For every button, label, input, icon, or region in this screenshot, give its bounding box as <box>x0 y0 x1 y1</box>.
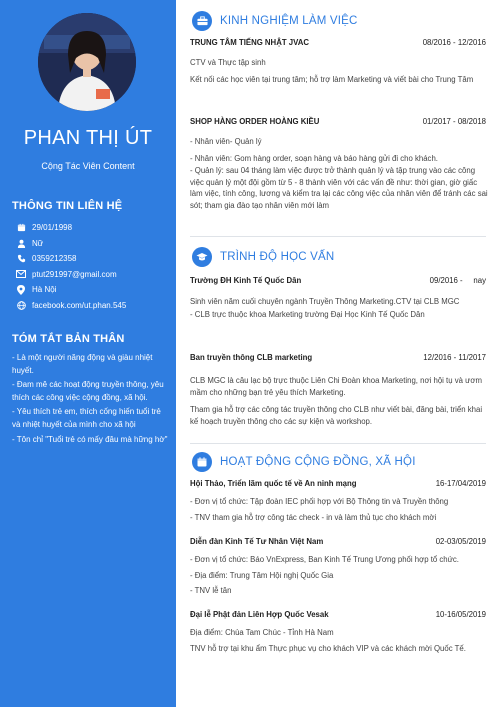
contact-facebook[interactable] <box>14 298 170 314</box>
entry-line: - CLB trực thuộc khoa Marketing trường Đại Học Kinh Tế Quốc Dân <box>190 309 425 319</box>
section-divider <box>190 443 486 444</box>
entry-org: Ban truyền thông CLB marketing <box>190 353 313 362</box>
contact-birthdate <box>14 220 170 236</box>
entry-line: Kết nối các học viên tại trung tâm; hỗ trợ làm Marketing và viết bài cho Trung Tâm <box>190 74 474 84</box>
avatar <box>38 13 136 111</box>
entry-date: 08/2016 - 12/2016 <box>422 38 486 47</box>
phone-icon <box>14 254 28 263</box>
entry-date: 09/2016 - nay <box>429 276 486 285</box>
community-title: HOẠT ĐỘNG CỘNG ĐỒNG, XÃ HỘI <box>220 456 416 468</box>
entry-line: - TNV lễ tân <box>190 586 232 596</box>
contact-text: ptut291997@gmail.com <box>32 269 117 279</box>
education-title: TRÌNH ĐỘ HỌC VẤN <box>220 251 335 263</box>
entry-line: CLB MGC là câu lạc bộ trực thuộc Liên Chi Đoàn khoa Marketing, nơi hội tụ và ươm mầm cho những bạn trẻ yêu thích Marketing. <box>190 376 482 397</box>
globe-icon <box>14 301 28 310</box>
experience-entry-body <box>190 57 488 85</box>
summary-line: - Đam mê các hoạt động truyền thông, yêu thích các công việc cộng đồng, xã hội. <box>12 380 164 402</box>
contact-list <box>14 220 170 313</box>
calendar-icon <box>14 223 28 232</box>
contact-text: 29/01/1998 <box>32 223 73 233</box>
sidebar <box>0 0 176 707</box>
entry-org: Đại lễ Phật đản Liên Hợp Quốc Vesak <box>190 610 329 619</box>
experience-entry-head <box>190 117 486 126</box>
entry-date: 01/2017 - 08/2018 <box>422 117 486 126</box>
contact-text: 0359212358 <box>32 254 77 264</box>
entry-line: Địa điểm: Chùa Tam Chúc - Tỉnh Hà Nam <box>190 628 334 637</box>
main-content <box>176 0 500 707</box>
education-entry-head <box>190 276 486 285</box>
entry-line: CTV và Thực tập sinh <box>190 58 266 67</box>
section-divider <box>190 236 486 237</box>
profile-role: Cộng Tác Viên Content <box>41 161 135 171</box>
experience-entry-body <box>190 136 488 212</box>
contact-text: Nữ <box>32 238 44 248</box>
community-header <box>192 452 416 472</box>
community-entry-body <box>190 554 488 597</box>
entry-line: Tham gia hỗ trợ các công tác truyền thông cho CLB như viết bài, đăng bài, triển khai kế hoạch truyền thông cho các sự kiện và workshop. <box>190 405 483 426</box>
entry-date: 16-17/04/2019 <box>435 479 486 488</box>
summary-line: - Tôn chỉ "Tuổi trẻ có mấy đâu mà hững hờ" <box>12 434 168 444</box>
summary-title: TÓM TẮT BẢN THÂN <box>12 333 125 345</box>
entry-date: 12/2016 - 11/2017 <box>423 353 486 362</box>
contact-gender <box>14 236 170 252</box>
contact-email[interactable] <box>14 267 170 283</box>
entry-date: 10-16/05/2019 <box>435 610 486 619</box>
summary-line: - Là một người năng động và giàu nhiệt huyết. <box>12 353 153 375</box>
summary-line: - Yêu thích trẻ em, thích cống hiến tuổi trẻ và nhiệt huyết của mình cho xã hội <box>12 407 161 429</box>
community-entry-body <box>190 627 488 654</box>
entry-line: TNV hỗ trợ tại khu ẩm Thực phục vụ cho khách VIP và các khách mời Quốc Tế. <box>190 643 466 653</box>
summary-text <box>12 352 168 448</box>
entry-org: SHOP HÀNG ORDER HOÀNG KIỀU <box>190 117 320 126</box>
entry-line: - Quản lý: sau 04 tháng làm việc được trở thành quản lý và tập trung vào các công việc quản lý một đội gồm từ 5 - 8 thành viên với các vấn đề như: thời gian, giờ giấc làm việc, tính công, lương và kiểm tra lại các công việc của nhân viên để tránh các sai sót; tham gia đào tạo nhân viên mới làm <box>190 166 488 210</box>
education-entry-body <box>190 296 488 320</box>
experience-title: KINH NGHIỆM LÀM VIỆC <box>220 15 358 27</box>
contact-title: THÔNG TIN LIÊN HỆ <box>12 200 123 212</box>
experience-header <box>192 11 358 31</box>
experience-entry-head <box>190 38 486 47</box>
contact-phone[interactable] <box>14 251 170 267</box>
entry-line: - Đơn vị tổ chức: Tập đoàn IEC phối hợp với Bộ Thông tin và Truyền thông <box>190 497 449 506</box>
entry-line: - Đơn vị tổ chức: Báo VnExpress, Ban Kinh Tế Trung Ương phối hợp tổ chức. <box>190 555 459 564</box>
community-entry-body <box>190 496 488 523</box>
entry-line: Sinh viên năm cuối chuyên ngành Truyền Thông Marketing.CTV tại CLB MGC <box>190 297 460 306</box>
profile-name: PHAN THỊ ÚT <box>23 127 153 149</box>
community-entry-head <box>190 479 486 488</box>
graduation-cap-icon <box>192 247 212 267</box>
user-icon <box>14 239 28 248</box>
entry-org: Trường ĐH Kinh Tế Quốc Dân <box>190 276 302 285</box>
entry-line: - Địa điểm: Trung Tâm Hội nghị Quốc Gia <box>190 570 334 580</box>
entry-org: Hội Thảo, Triển lãm quốc tế về An ninh mạng <box>190 479 357 488</box>
entry-date: 02-03/05/2019 <box>435 537 486 546</box>
community-entry-head <box>190 537 486 546</box>
entry-org: Diễn đàn Kinh Tế Tư Nhân Việt Nam <box>190 537 324 546</box>
entry-org: TRUNG TÂM TIẾNG NHẬT JVAC <box>190 38 309 47</box>
avatar-photo-icon <box>38 13 136 111</box>
entry-line: - Nhân viên- Quản lý <box>190 137 262 146</box>
calendar-icon <box>192 452 212 472</box>
contact-text: Hà Nội <box>32 285 57 295</box>
education-header <box>192 247 334 267</box>
briefcase-icon <box>192 11 212 31</box>
community-entry-head <box>190 610 486 619</box>
education-entry-head <box>190 353 486 362</box>
email-icon <box>14 270 28 278</box>
contact-text: facebook.com/ut.phan.545 <box>32 300 127 310</box>
location-icon <box>14 285 28 295</box>
entry-line: - TNV tham gia hỗ trợ công tác check - in và làm thủ tục cho khách mời <box>190 512 437 522</box>
contact-location <box>14 282 170 298</box>
education-entry-body <box>190 375 488 427</box>
entry-line: - Nhân viên: Gom hàng order, soạn hàng và báo hàng gửi đi cho khách. <box>190 153 438 163</box>
